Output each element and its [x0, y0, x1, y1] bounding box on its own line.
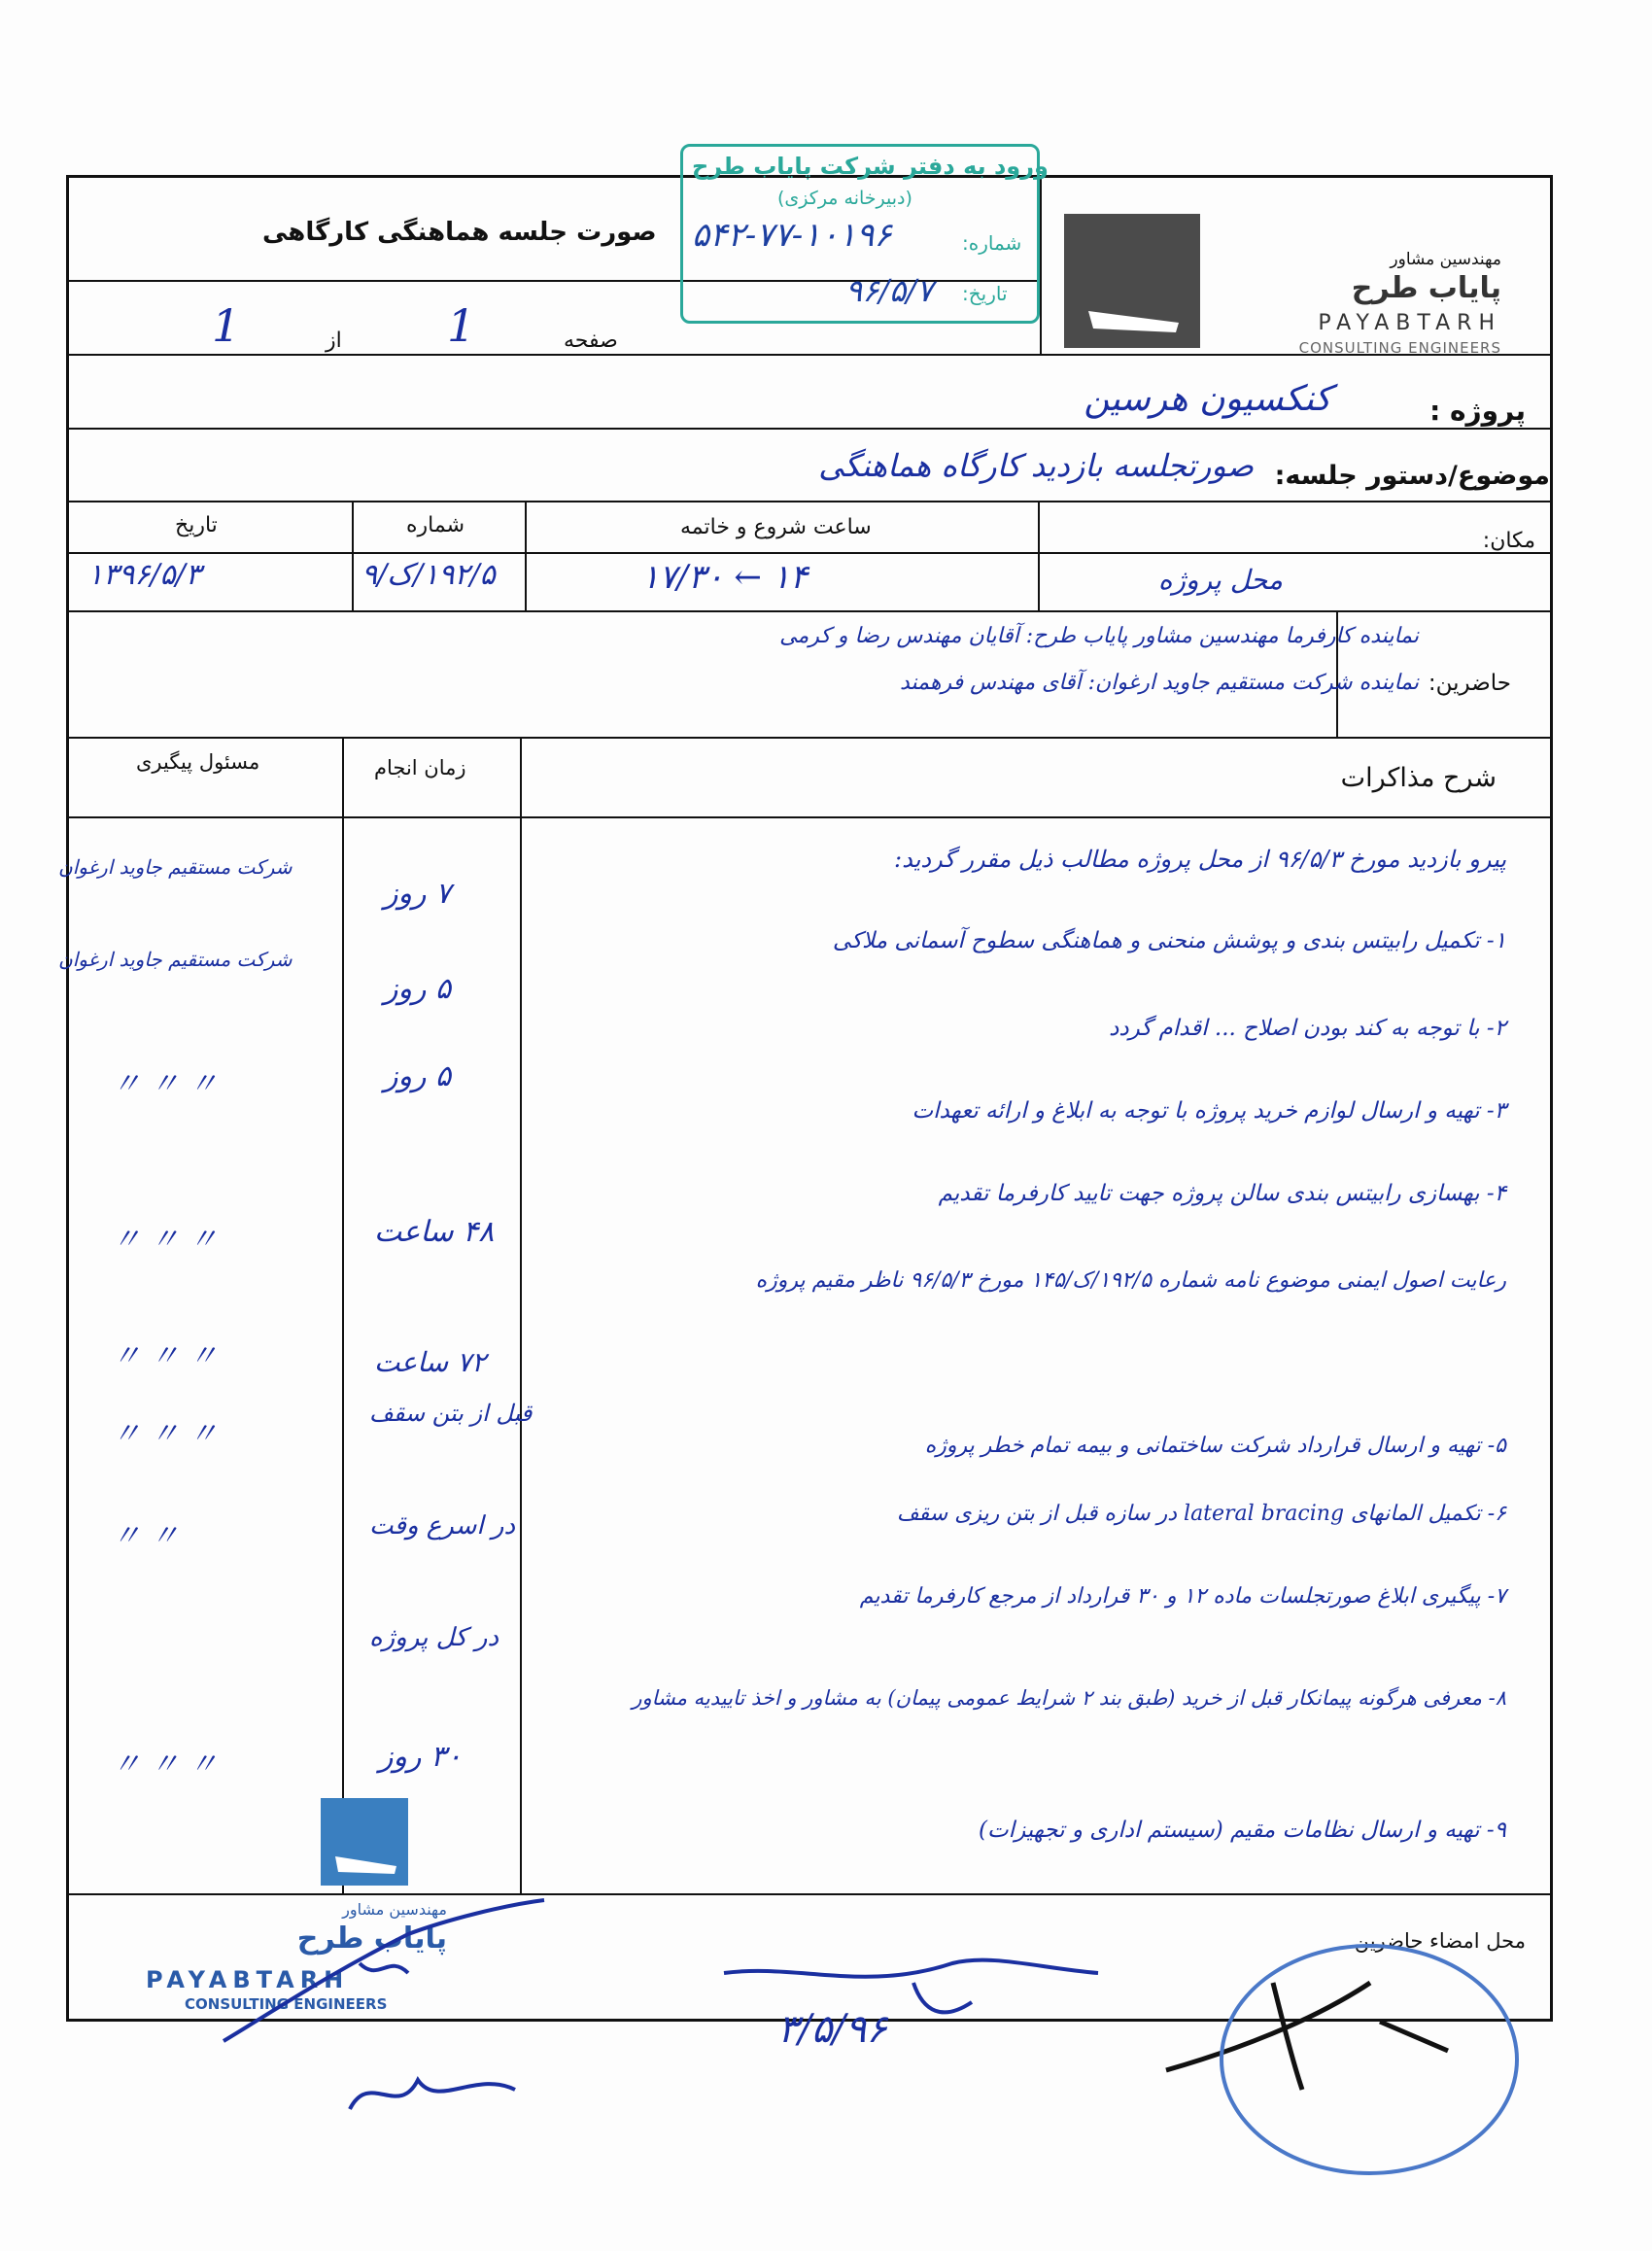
stamp-number-label: شماره:	[962, 231, 1022, 255]
header-time: زمان انجام	[374, 756, 466, 779]
item-time: ۴۸ ساعت	[374, 1215, 495, 1249]
item-time: ۵ روز	[384, 1059, 452, 1093]
meta-div-3	[1038, 501, 1040, 610]
item-responsible: 〃 〃 〃	[112, 1067, 219, 1101]
date-value: ۱۳۹۶/۵/۳	[87, 558, 201, 592]
meta-top-line	[66, 501, 1553, 502]
stamp-sub: (دبیرخانه مرکزی)	[777, 188, 912, 209]
subject-top-line	[66, 428, 1553, 430]
list-item: ۴- بهسازی رابیتس بندی سالن پروژه جهت تایید کارفرما تقدیم	[938, 1181, 1506, 1206]
page-total: 1	[212, 299, 241, 352]
discussion-intro: پیرو بازدید مورخ ۹۶/۵/۳ از محل پروژه مطالب ذیل مقرر گردید:	[894, 846, 1506, 873]
stamp-date-label: تاریخ:	[962, 282, 1008, 305]
footer-logo-line1: مهندسین مشاور	[342, 1900, 447, 1919]
bottom-logo-square-icon	[321, 1798, 408, 1886]
number-label: شماره	[406, 513, 465, 537]
meta-mid-line	[66, 552, 1553, 554]
col-div-1	[342, 737, 344, 1893]
item-time: ۷ روز	[384, 877, 452, 911]
meta-bottom-line	[66, 610, 1553, 612]
item-responsible: 〃 〃 〃	[112, 1223, 219, 1257]
list-item: ۷- پیگیری ابلاغ صورتجلسات ماده ۱۲ و ۳۰ قرارداد از مرجع کارفرما تقدیم	[859, 1584, 1506, 1609]
item-responsible: 〃 〃	[112, 1519, 180, 1553]
stamp-date: ۹۶/۵/۷	[845, 272, 934, 309]
stamp-number: ۵۴۲-۷۷-۱۰۱۹۶	[692, 216, 892, 255]
subject-value: صورتجلسه بازدید کارگاه هماهنگی	[818, 447, 1254, 484]
project-label: پروژه :	[1429, 395, 1526, 427]
meta-div-2	[525, 501, 527, 610]
attendees-line1: نماینده کارفرما مهندسین مشاور پایاب طرح: آقایان مهندس رضا و کرمی	[779, 624, 1419, 648]
item-responsible: شرکت مستقیم جاوید ارغوان	[58, 855, 293, 879]
time-value: ۱۴ ← ۱۷/۳۰	[641, 558, 809, 597]
item-time: در اسرع وقت	[369, 1511, 516, 1541]
signatures-label: محل امضاء حاضرین	[1354, 1929, 1526, 1953]
page-label: صفحه	[564, 329, 618, 353]
list-item: ۶- تکمیل المانهای lateral bracing در سازه قبل از بتن ریزی سقف	[896, 1502, 1506, 1526]
round-stamp-icon	[1220, 1944, 1519, 2175]
item-time: ۷۲ ساعت	[374, 1346, 487, 1378]
item-responsible: 〃 〃 〃	[112, 1339, 219, 1373]
attendees-bottom-line	[66, 737, 1553, 739]
item-responsible: 〃 〃 〃	[112, 1417, 219, 1451]
signature-4	[340, 2051, 573, 2129]
list-item: ۱- تکمیل رابیتس بندی و پوشش منحنی و هماهنگی سطوح آسمانی ملاکی	[832, 928, 1506, 953]
table-header-line	[66, 816, 1553, 818]
item-time: ۳۰ روز	[379, 1740, 463, 1774]
signature-1	[214, 1895, 564, 2070]
list-item: ۲- با توجه به کند بودن اصلاح ... اقدام گردد	[1109, 1016, 1506, 1041]
col-div-2	[520, 737, 522, 1893]
number-value: ۱۹۲/۵/ک/۹	[361, 558, 496, 592]
page-title: صورت جلسه هماهنگی کارگاهی	[262, 218, 657, 247]
header-divider	[1040, 175, 1042, 354]
logo-line2: پایاب طرح	[1351, 271, 1501, 305]
list-item: رعایت اصول ایمنی موضوع نامه شماره ۱۹۲/۵/ک/۱۴۵ مورخ ۹۶/۵/۳ ناظر مقیم پروژه	[755, 1268, 1506, 1293]
list-item: ۵- تهیه و ارسال قرارداد شرکت ساختمانی و بیمه تمام خطر پروژه	[924, 1434, 1506, 1458]
item-responsible: 〃 〃 〃	[112, 1748, 219, 1782]
attendees-line2: نماینده شرکت مستقیم جاوید ارغوان: آقای مهندس فرهمند	[899, 671, 1419, 695]
time-label: ساعت شروع و خاتمه	[680, 515, 872, 539]
item-responsible: شرکت مستقیم جاوید ارغوان	[58, 948, 293, 971]
item-time: قبل از بتن سقف	[369, 1400, 533, 1427]
project-top-line	[66, 354, 1553, 356]
date-label: تاریخ	[175, 513, 218, 537]
footer-logo-line4: CONSULTING ENGINEERS	[185, 1995, 388, 2013]
logo-line3: PAYABTARH	[1318, 311, 1501, 335]
stamp-title: ورود به دفتر شرکت پایاب طرح	[692, 153, 1049, 180]
list-item: ۳- تهیه و ارسال لوازم خرید پروژه با توجه به ابلاغ و ارائه تعهدات	[912, 1098, 1506, 1124]
project-value: کنکسیون هرسین	[1084, 379, 1331, 419]
place-label: مکان:	[1482, 529, 1535, 553]
attendees-label: حاضرین:	[1428, 671, 1511, 696]
footer-logo-line2: پایاب طرح	[296, 1922, 447, 1956]
footer-logo-line3: PAYABTARH	[146, 1966, 350, 1993]
meta-div-1	[352, 501, 354, 610]
logo-line4: CONSULTING ENGINEERS	[1298, 339, 1501, 357]
item-time: ۵ روز	[384, 972, 452, 1006]
item-time: در کل پروژه	[369, 1623, 499, 1652]
list-item: ۹- تهیه و ارسال نظامات مقیم (سیستم اداری و تجهیزات)	[979, 1818, 1506, 1843]
place-value: محل پروژه	[1157, 564, 1283, 596]
header-discussion: شرح مذاکرات	[1340, 763, 1497, 793]
page-number: 1	[447, 299, 476, 352]
list-item: ۸- معرفی هرگونه پیمانکار قبل از خرید (طبق بند ۲ شرایط عمومی پیمان) به مشاور و اخذ تاییدیه مشاور	[632, 1686, 1506, 1710]
subject-label: موضوع/دستور جلسه:	[1274, 461, 1550, 491]
header-responsible: مسئول پیگیری	[136, 750, 260, 774]
of-label: از	[326, 329, 342, 353]
logo-line1: مهندسین مشاور	[1390, 250, 1501, 269]
signature-date: ۳/۵/۹۶	[777, 2007, 887, 2052]
